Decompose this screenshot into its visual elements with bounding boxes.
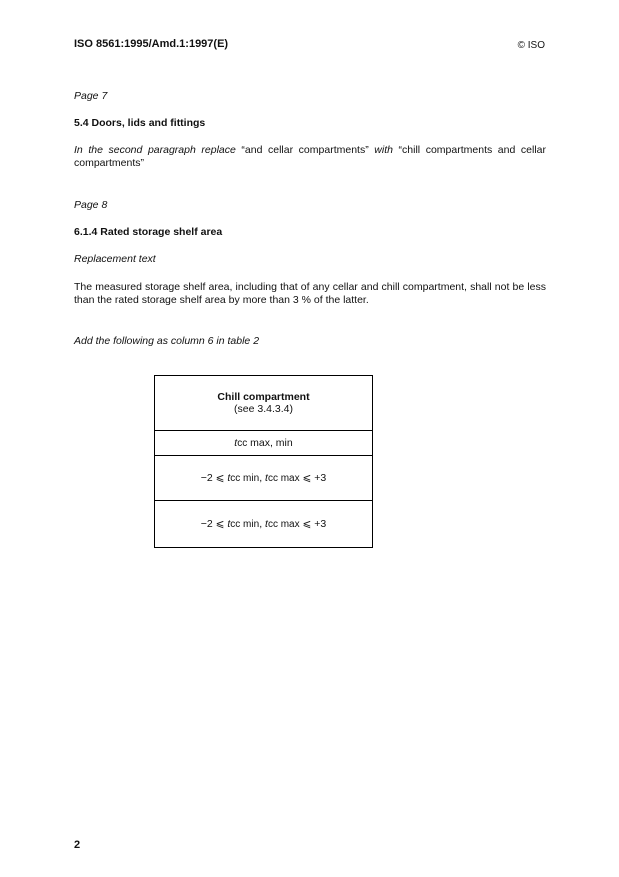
temp-range-label: max, min: [247, 437, 293, 449]
temp-symbol: t: [265, 472, 268, 484]
instruction-replace: In the second paragraph replace: [74, 144, 236, 156]
temp-symbol: t: [227, 518, 231, 530]
copyright-notice: © ISO: [517, 40, 545, 51]
quote-old-text: “and cellar compartments”: [235, 144, 375, 156]
range-upper-bound: ⩽ +3: [299, 518, 327, 530]
separator: ,: [259, 518, 266, 530]
table-header-cell: [155, 376, 373, 431]
section-5-4-title: 5.4 Doors, lids and fittings: [74, 117, 206, 129]
temp-subscript: cc max: [267, 473, 300, 484]
range-lower-bound: −2 ⩽: [200, 518, 228, 530]
replacement-body: The measured storage shelf area, including that of any cellar and chill compartment, shall not be less than the rated storage shelf area by more than 3 % of the latter.: [74, 281, 546, 306]
temp-symbol: t: [265, 518, 268, 530]
temp-subscript: cc: [237, 438, 248, 449]
temp-subscript: cc min: [230, 473, 260, 484]
instruction-with: with: [374, 144, 393, 156]
range-lower-bound: −2 ⩽: [200, 472, 228, 484]
temp-symbol: t: [234, 437, 238, 449]
table-cell: [155, 501, 373, 548]
range-upper-bound: ⩽ +3: [299, 472, 327, 484]
section-6-1-4-title: 6.1.4 Rated storage shelf area: [74, 226, 223, 238]
chill-compartment-table: [154, 375, 373, 548]
table-header-title: Chill compartment: [217, 391, 310, 403]
table-row: [155, 501, 373, 548]
add-column-instruction: Add the following as column 6 in table 2: [74, 335, 260, 347]
quote-new-text: “chill compartments and cellar compartments”: [74, 144, 546, 169]
table-header-row: [155, 376, 373, 431]
page-number: 2: [74, 839, 81, 851]
table-row: [155, 456, 373, 501]
table-header-reference: (see 3.4.3.4): [234, 403, 293, 415]
table-cell: [155, 456, 373, 501]
temp-subscript: cc min: [230, 519, 260, 530]
replacement-text-label: Replacement text: [74, 253, 156, 265]
page-8-label: Page 8: [74, 199, 108, 211]
section-5-4-instruction: [74, 144, 546, 169]
table-cell: [155, 431, 373, 456]
temp-symbol: t: [227, 472, 231, 484]
table-row: [155, 431, 373, 456]
page-7-label: Page 7: [74, 90, 108, 102]
temp-subscript: cc max: [267, 519, 300, 530]
separator: ,: [259, 472, 266, 484]
document-id: ISO 8561:1995/Amd.1:1997(E): [74, 38, 229, 50]
